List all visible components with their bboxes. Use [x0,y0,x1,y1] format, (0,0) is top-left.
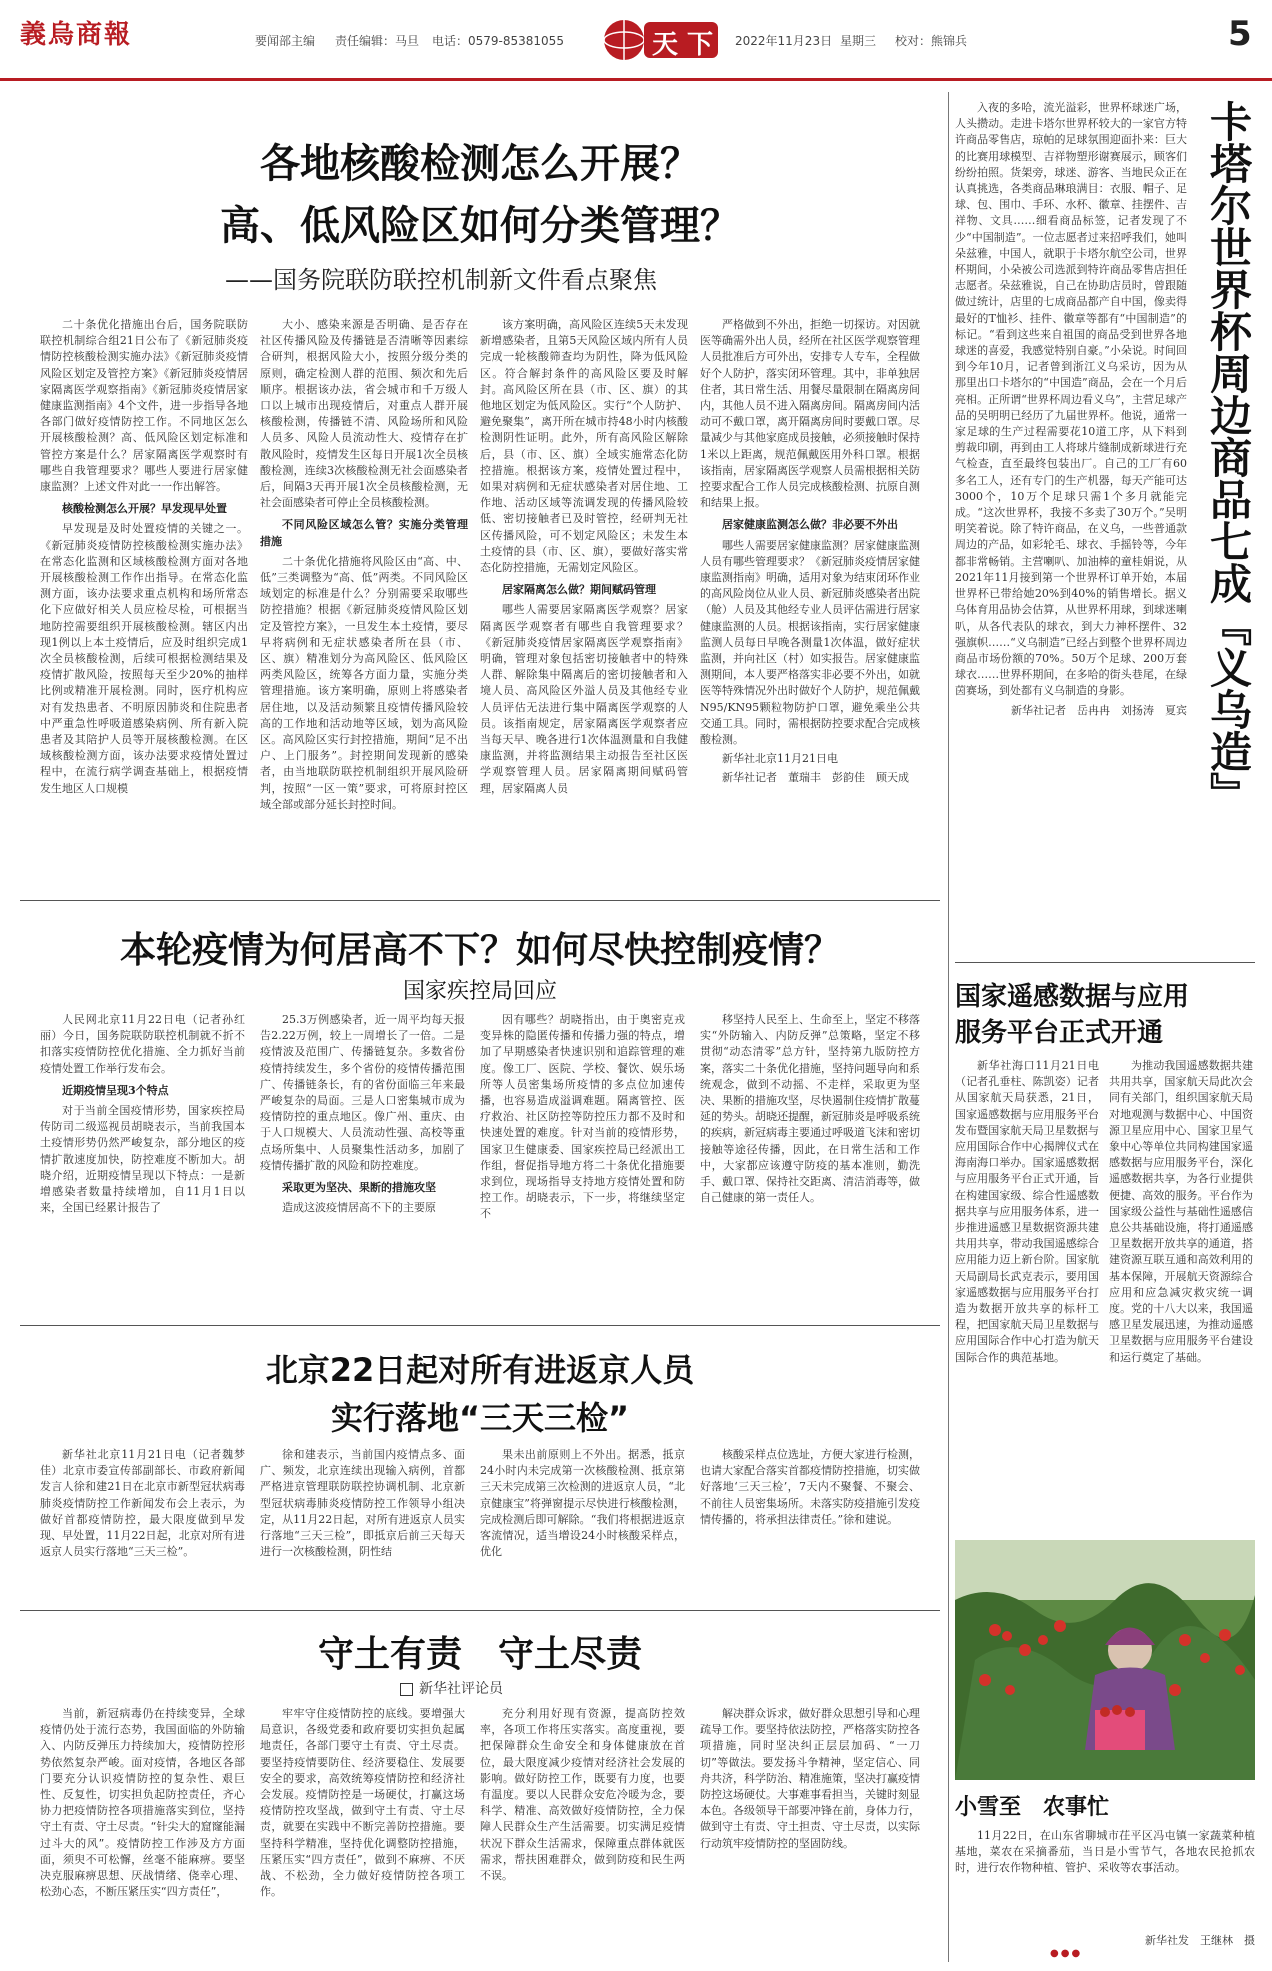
paragraph: 二十条优化措施将风险区由“高、中、低”三类调整为“高、低”两类。不同风险区域划定的标准是什么？分别需要采取哪些防控措施？根据《新冠肺炎疫情风险区划定及管控方案》，一旦发生本土疫情，要尽早将病例和无症状感染者所在县（市、区、旗）精准划分为高风险区、低风险区两类风险区，统筹各方面力量，实施分类管理措施。该方案明确，原则上将感染者居住地，以及活动频繁且疫情传播风险较高的工作地和活动地等区域，划为高风险区。高风险区实行封控措施，期间“足不出户、上门服务”。封控期间发现新的感染者，由当地联防联控机制组织开展风险研判，按照“一区一策”要求，可将原封控区域全部或部分延长封控时间。 [260,554,468,811]
paragraph: 当前，新冠病毒仍在持续变异，全球疫情仍处于流行态势，我国面临的外防输入、内防反弹压力持续加大，疫情防控形势依然复杂严峻。面对疫情，各地区各部门要充分认识疫情防控的复杂性、艰巨性、反复性，切实担负起防控责任，齐心协力把疫情防控各项措施落实到位，坚持守土有责、守土尽责。“针尖大的窟窿能漏过斗大的风”。疫情防控工作涉及方方面面，须臾不可松懈，丝毫不能麻痹。要坚决克服麻痹思想、厌战情绪、侥幸心理、松劲心态，不断压紧压实“四方责任”， [40,1707,245,1899]
divider [20,1610,940,1611]
section-subheading: 居家健康监测怎么做？非必要不外出 [722,518,898,532]
article-column [700,1447,920,1597]
article-column [260,1706,465,1956]
paragraph: 充分利用好现有资源，提高防控效率，各项工作将压实落实。高度重视，要把保障群众生命安全和身体健康放在首位，最大限度减少疫情对经济社会发展的影响。做好防控工作，既要有力度，也要有温度。要以人民群众安危冷暖为念，要科学、精准、高效做好疫情防控，全力保障人民群众生产生活需要。切实满足疫情状况下群众生活需求，保障重点群体就医需求，帮扶困难群众，做到防疫和民生两不误。 [480,1707,685,1883]
dateline: 新华社北京11月21日电 [722,752,838,766]
caption-text: 11月22日，在山东省聊城市茌平区冯屯镇一家蔬菜种植基地，菜农在采摘番茄，当日是小雪节气，各地农民抢抓农时，进行农作物种植、管护、采收等农事活动。 [955,1829,1255,1875]
paragraph: 25.3万例感染者，近一周平均每天报告2.22万例，较上一周增长了一倍。二是疫情波及范围广、传播链复杂。多数省份疫情持续发生，多个省份的疫情传播范围广、传播链条长，有的省份面临三年来最严峻复杂的局面。三是人口密集城市成为疫情防控的重点地区。像广州、重庆、由于人口规模大、人员流动性强、高校等重点场所集中、人员聚集性活动多，加剧了疫情传播扩散的风险和防控难度。 [260,1013,465,1172]
column-separator [948,92,949,1962]
article-beijing-arrivals [20,1335,940,1605]
article-title-line1: 国家遥感数据与应用 [955,982,1190,1012]
article-title-line2: 服务平台正式开通 [955,1018,1164,1048]
article-column [40,1706,245,1956]
article-epidemic-situation [20,910,940,1320]
section-subheading: 不同风险区域怎么管？实施分类管理措施 [260,518,468,548]
paragraph: 因有哪些？胡晓指出，由于奥密克戎变异株的隐匿传播和传播力强的特点，增加了早期感染者快速识别和追踪管理的难度。像工厂、医院、学校、餐饮、娱乐场所等人员密集场所疫情的多点位加速传播，也容易造成溢调难题。隔离管控、医疗救治、社区防控等防控压力都不及时和快速处置的难度。针对当前的疫情形势，国家卫生健康委、国家疾控局已经派出工作组，督促指导地方将二十条优化措施要求到位，现场指导支持地方疫情处置和防控工作。胡晓表示，下一步，将继续坚定不 [480,1013,685,1221]
photo-title: 小雪至 农事忙 [955,1795,1110,1820]
article-column [700,1012,920,1312]
paragraph: 该方案明确，高风险区连续5天未发现新增感染者，且第5天风险区域内所有人员完成一轮核酸筛查均为阴性，降为低风险区。符合解封条件的高风险区要及时解封。高风险区所在县（市、区、旗）的其他地区划定为低风险区。实行“个人防护、避免聚集”，离开所在城市持48小时内核酸检测阴性证明。此外，所有高风险区解除后，县（市、区、旗）全域实施常态化防控措施。根据该方案，疫情处置过程中，如果对病例和无症状感染者对居住地、工作地、活动区域等流调发现的传播风险较低、密切接触者已及时管控，经研判无社区传播风险，可不划定风险区；未发生本土疫情的县（市、区、旗），要做好落实常态化防控措施，无需划定风险区。 [480,318,688,575]
section-subheading: 近期疫情呈现3个特点 [62,1083,169,1097]
section-subheading: 核酸检测怎么开展？早发现早处置 [62,502,227,516]
divider [20,1325,940,1326]
photo-credit: 新华社发 王继林 摄 [1145,1934,1255,1947]
section-name: 天 下 [652,30,714,60]
vertical-headline: 卡塔尔世界杯周边商品七成『义乌造』 [1204,100,1253,814]
article-column [480,317,688,887]
tomato-harvest-photo [955,1540,1255,1780]
reporters: 新华社记者 岳冉冉 刘扬涛 夏宾 [1011,703,1187,717]
article-subtitle: ——国务院联防联控机制新文件看点聚焦 [225,266,657,294]
paragraph: 新华社北京11月21日电（记者魏梦佳）北京市委宣传部副部长、市政府新闻发言人徐和建21日在北京市新型冠状病毒肺炎疫情防控工作新闻发布会上表示，为做好首都疫情防控，最大限度做到早发现、早处置，11月22日起，北京对所有进返京人员实行落地“三天三检”。 [40,1448,245,1559]
section-subheading: 居家隔离怎么做？期间赋码管理 [502,583,656,597]
paragraph: 新华社海口11月21日电（记者孔垂柱、陈凯姿）记者从国家航天局获悉，21日，国家遥感数据与应用服务平台发布暨国家航天局卫星数据与应用国际合作中心揭牌仪式在海南海口举办。国家遥感数据与应用服务平台正式开通，旨在构建国家级、综合性遥感数据共享与应用服务体系，进一步推进遥感卫星数据资源共建共用共享，带动我国遥感综合应用能力迈上新台阶。国家航天局副局长武克表示，要用国家遥感数据与应用服务平台打造为数据开放共享的标杆工程，把国家航天局卫星数据与应用国际合作中心打造为航天国际合作的典范基地。 [955,1059,1099,1364]
issue-date: 2022年11月23日 [735,34,833,48]
article-photo-news [955,1540,1255,1965]
article-column [480,1012,685,1312]
farmer-picking-tomatoes-image [955,1540,1255,1780]
responsible-editor: 责任编辑：马旦 [335,34,420,48]
paragraph: 移坚持人民至上、生命至上，坚定不移落实“外防输入、内防反弹”总策略，坚定不移贯彻“动态清零”总方针，坚持第九版防控方案，落实二十条优化措施，坚持问题导向和系统观念，做到不动摇、不走样，采取更为坚决、果断的措施攻坚，尽快遏制住疫情扩散蔓延的势头。胡晓还提醒，新冠肺炎是呼吸系统的疾病，新冠病毒主要通过呼吸道飞沫和密切接触等途径传播，因此，在日常生活和工作中，大家都应该遵守防疫的基本准则，勤洗手、戴口罩、保持社交距离、清洁消毒等，做自己健康的第一责任人。 [700,1013,920,1205]
article-column [40,1012,245,1312]
paragraph: 为推动我国遥感数据共建共用共享，国家航天局此次会同有关部门，组织国家航天局对地观测与数据中心、中国资源卫星应用中心、国家卫星气象中心等单位共同构建国家遥感数据与应用服务平台，深化遥感数据共享，为各行业提供便捷、高效的服务。平台作为国家级公益性与基础性遥感信息公共基础设施，将打通遥感卫星数据开放共享的通道，搭建资源互联互通和高效利用的基本保障，开展航天资源综合应用和应急减灾救灾统一调度。党的十八大以来，我国遥感卫星发展迅速，为推动遥感卫星数据与应用服务平台建设和运行奠定了基础。 [1109,1059,1253,1364]
paragraph: 严格做到不外出，拒绝一切探访。对因就医等确需外出人员，经所在社区医学观察管理人员批准后方可外出，安排专人专车，全程做好个人防护，落实闭环管理。其中，非单独居住者，其日常生活、用餐尽量限制在隔离房间内，其他人员不进入隔离房间。隔离房间内活动可不戴口罩，离开隔离房间时要戴口罩。尽量减少与其他家庭成员接触，必须接触时保持1米以上距离，规范佩戴医用外科口罩。根据该指南，居家隔离医学观察人员需根据相关防控要求配合工作人员完成核酸检测、抗原自测和结果上报。 [700,318,920,510]
paragraph: 造成这波疫情居高不下的主要原 [282,1201,436,1215]
paper-logo: 義烏商報 [20,20,133,50]
article-column [1109,1058,1253,1523]
box-icon [400,1683,413,1696]
paragraph: 哪些人需要居家隔离医学观察？居家隔离医学观察者有哪些自我管理要求？《新冠肺炎疫情居家隔离医学观察指南》明确，管理对象包括密切接触者中的特殊人群、解除集中隔离后的密切接触者和入境人员、高风险区外溢人员及其他经专业人员评估无法进行集中隔离医学观察的人员。该指南规定，居家隔离医学观察者应当每天早、晚各进行1次体温测量和自我健康监测，并将监测结果主动报告至社区医学观察管理人员。居家隔离期间赋码管理，居家隔离人员 [480,603,688,795]
article-column [260,1012,465,1312]
article-title-line1: 北京22日起对所有进返京人员 [265,1351,695,1389]
article-column [480,1706,685,1956]
article-column [260,1447,465,1597]
paragraph: 对于当前全国疫情形势，国家疾控局传防司二级巡视员胡晓表示，当前我国本土疫情形势仍然严峻复杂，部分地区的疫情扩散速度加快，防控难度不断加大。胡晓介绍，近期疫情呈现以下特点：一是新增感染者数量持续增加，自11月1日以来，全国已经累计报告了 [40,1104,245,1215]
commentary-source [400,1678,600,1698]
source-label: 新华社评论员 [419,1681,503,1697]
article-commentary [20,1618,940,1963]
article-title: 守土有责 守土尽责 [317,1634,642,1675]
article-column [700,317,920,887]
article-column [260,317,468,887]
divider [20,900,940,901]
article-subtitle: 国家疾控局回应 [402,979,557,1004]
section-subheading: 采取更为坚决、果断的措施攻坚 [282,1181,436,1195]
paragraph: 大小、感染来源是否明确、是否存在社区传播风险及传播链是否清晰等因素综合研判，根据风险大小，按照分级分类的原则，确定检测人群的范围、频次和先后顺序。根据该办法，省会城市和千万级人口以上城市出现疫情后，对重点人群开展核酸检测，传播链不清、风险场所和风险人员多、风险人员流动性大、疫情存在扩散风险时，疫情发生区每日开展1次全员核酸检测，连续3次核酸检测无社会面感染者后，间隔3天再开展1次全员核酸检测，无社会面感染者可停止全员核酸检测。 [260,318,468,510]
article-title-line2: 实行落地“三天三检” [330,1399,630,1437]
page-number: 5 [1228,14,1252,54]
paragraph: 早发现是及时处置疫情的关键之一。《新冠肺炎疫情防控核酸检测实施办法》在常态化监测和区域核酸检测方面对各地开展核酸检测工作作出指导。在常态化监测方面，该办法要求重点机构和场所常态化下应做好相关人员应检尽检，可根据当地防控需要组织开展核酸检测。辖区内出现1例以上本土疫情后，应及时组织完成1次全员核酸检测，后续可根据检测结果及疫情扩散风险，按照每天至少20%的抽样比例或精准开展检测。同时，医疗机构应对有发热患者、不明原因肺炎和住院患者中严重急性呼吸道感染病例、所有新入院患者及其陪护人员等开展核酸检测。在区域核酸检测方面，该办法要求疫情处置过程中，在流行病学调查基础上，根据疫情发生地区人口规模 [40,522,248,795]
photo-caption [955,1828,1255,1928]
proofreader: 校对：熊锦兵 [895,34,968,48]
paragraph: 核酸采样点位选址，方便大家进行检测，也请大家配合落实首都疫情防控措施，切实做好落地‘三天三检’，7天内不聚餐、不聚会、不前往人员密集场所。未落实防疫措施引发疫情传播的，将承担法律责任。”徐和建说。 [700,1448,920,1526]
weekday: 星期三 [840,34,877,48]
article-testing-guidelines [20,92,940,892]
paragraph: 人民网北京11月22日电（记者孙红丽）今日，国务院联防联控机制就不折不扣落实疫情防控优化措施、全力抓好当前疫情处置工作举行发布会。 [40,1013,245,1075]
article-title-line1: 各地核酸检测怎么开展？ [260,141,700,187]
phone-number: 电话：0579-85381055 [432,34,564,48]
article-column [955,100,1187,955]
paragraph: 解决群众诉求，做好群众思想引导和心理疏导工作。要坚持依法防控，严格落实防控各项措施，同时坚决纠正层层加码、“一刀切”等做法。要发扬斗争精神，坚定信心、同舟共济，科学防治、精准施策，坚决打赢疫情防控这场硬仗。大事难事看担当，关键时刻显本色。各级领导干部要冲锋在前，身体力行，做到守土有责、守土担责、守土尽责，以实际行动筑牢疫情防控的坚固防线。 [700,1707,920,1850]
article-title-line2: 高、低风险区如何分类管理？ [220,203,740,249]
reporters: 新华社记者 董瑞丰 彭韵佳 顾天成 [722,771,909,785]
article-remote-sensing-platform [955,970,1255,1530]
article-column [700,1706,920,1956]
divider [955,962,1255,963]
paragraph: 哪些人需要居家健康监测？居家健康监测人员有哪些管理要求？《新冠肺炎疫情居家健康监测指南》明确，适用对象为结束闭环作业的高风险岗位从业人员、新冠肺炎感染者出院（舱）人员及其他经专业人员评估需进行居家健康监测的人员。根据该指南，实行居家健康监测人员每日早晚各测量1次体温，做好症状监测，并向社区（村）如实报告。居家健康监测期间，本人要严格落实非必要不外出，如就医等特殊情况外出时做好个人防护，规范佩戴N95/KN95颗粒物防护口罩，避免乘坐公共交通工具。同时，需根据防控要求配合完成核酸检测。 [700,538,920,747]
paragraph: 徐和建表示，当前国内疫情点多、面广、频发，北京连续出现输入病例，首都严格进京管理联防联控协调机制、北京新型冠状病毒肺炎疫情防控工作领导小组决定，从11月22日起，对所有进返京人员实行落地“三天三检”，即抵京后前三天每天进行一次核酸检测，阴性结 [260,1448,465,1559]
paragraph: 牢牢守住疫情防控的底线。要增强大局意识，各级党委和政府要切实担负起属地责任，各部门要守土有责、守土尽责。要坚持疫情要防住、经济要稳住、发展要安全的要求，高效统筹疫情防控和经济社会发展。疫情防控是一场硬仗，打赢这场疫情防控攻坚战，做到守土有责、守土尽责，就要在实践中不断完善防控措施。要坚持科学精准，坚持优化调整防控措施，压紧压实“四方责任”，做到不麻痹、不厌战、不松劲，全力做好疫情防控各项工作。 [260,1707,465,1899]
article-world-cup-goods [955,100,1255,960]
article-column [955,1058,1099,1523]
footer-mark: ●●● [1050,1948,1083,1959]
article-column [40,317,248,887]
article-title: 本轮疫情为何居高不下？如何尽快控制疫情？ [119,930,840,971]
article-column [40,1447,245,1597]
paragraph: 二十条优化措施出台后，国务院联防联控机制综合组21日公布了《新冠肺炎疫情防控核酸检测实施办法》《新冠肺炎疫情风险区划定及管控方案》《新冠肺炎疫情居家隔离医学观察指南》《新冠肺炎疫情居家健康监测指南》4个文件，进一步指导各地各部门做好疫情防控工作。不同地区怎么开展核酸检测？高、低风险区划定标准和管控方案是什么？居家隔离医学观察时有哪些自我管理要求？哪些人要进行居家健康监测？上述文件对此一一作出解答。 [40,318,248,494]
section-emblem [600,14,720,66]
masthead [0,0,1272,81]
article-column [480,1447,685,1597]
paragraph: 果未出前原则上不外出。据悉，抵京24小时内未完成第一次核酸检测、抵京第三天未完成第三次检测的进返京人员，“北京健康宝”将弹窗提示尽快进行核酸检测，完成检测后即可解除。“我们将根据进返京客流情况，适当增设24小时核酸采样点，优化 [480,1448,685,1559]
paragraph: 入夜的多哈，流光溢彩，世界杯球迷广场，人头攒动。走进卡塔尔世界杯较大的一家官方特许商品零售店，琼帕的足球氛围迎面扑来：巨大的比赛用球模型、吉祥物塑形谢赛展示，顾客们纷纷拍照。货架旁，球迷、游客、当地民众正在认真挑选，各类商品琳琅满目：衣服、帽子、足球、包、围巾、手环、水杯、徽章、挂摆件、吉祥物、文具……细看商品标签，记者发现了不少“中国制造”。一位志愿者过来招呼我们，她叫朵兹雅，中国人，就职于卡塔尔航空公司，世界杯期间，小朵被公司选派到特许商品零售店担任志愿者。朵兹雅说，自己在协助店员时，曾跟随做过统计，店里的七成商品都产自中国，像卖得最好的T恤衫、挂件、徽章等都有“中国制造”的标记。“看到这些来自祖国的商品受到世界各地球迷的喜爱，我感觉特别自豪。”小朵说。时间回到今年10月，记者曾到浙江义乌采访，因为从那里出口卡塔尔的“中国造”商品，会在一个月后亮相。正所谓“世界杯周边看义乌”，主营足球产品的吴明明已经历了九届世界杯。他说，通常一家足球的生产过程需要花10道工序，从下料到剪裁印刷，再到由工人将球片缝制成新球进行充气检查，直至最终包装出厂。自己的工厂有60多名工人，还有专门的生产机器，每天产能可达3000个，10万个足球只需1个多月就能完成。“这次世界杯，我接不多卖了30万个。”吴明明笑着说。除了特许商品，在义乌，一些普通款周边的产品，如彩轮毛、球衣、手摇铃等，今年都非常畅销。主营喇叭、加油棒的童桂娟说，从2021年11月接到第一个世界杯订单开始，本届世界杯已带给她20%到40%的销售增长。据义乌体育用品协会估算，从世界杯用球，到球迷喇叭，从各代表队的球衣，到大力神杯摆件、32强旗帜……“义乌制造”已经占到整个世界杯周边商品市场份额的70%。50万个足球、200万套球衣……世界杯期间，在多哈的街头巷尾，在绿茵赛场，到处都有义乌制造的身影。 [955,101,1187,698]
editor-in-chief: 要闻部主编 [255,34,316,48]
